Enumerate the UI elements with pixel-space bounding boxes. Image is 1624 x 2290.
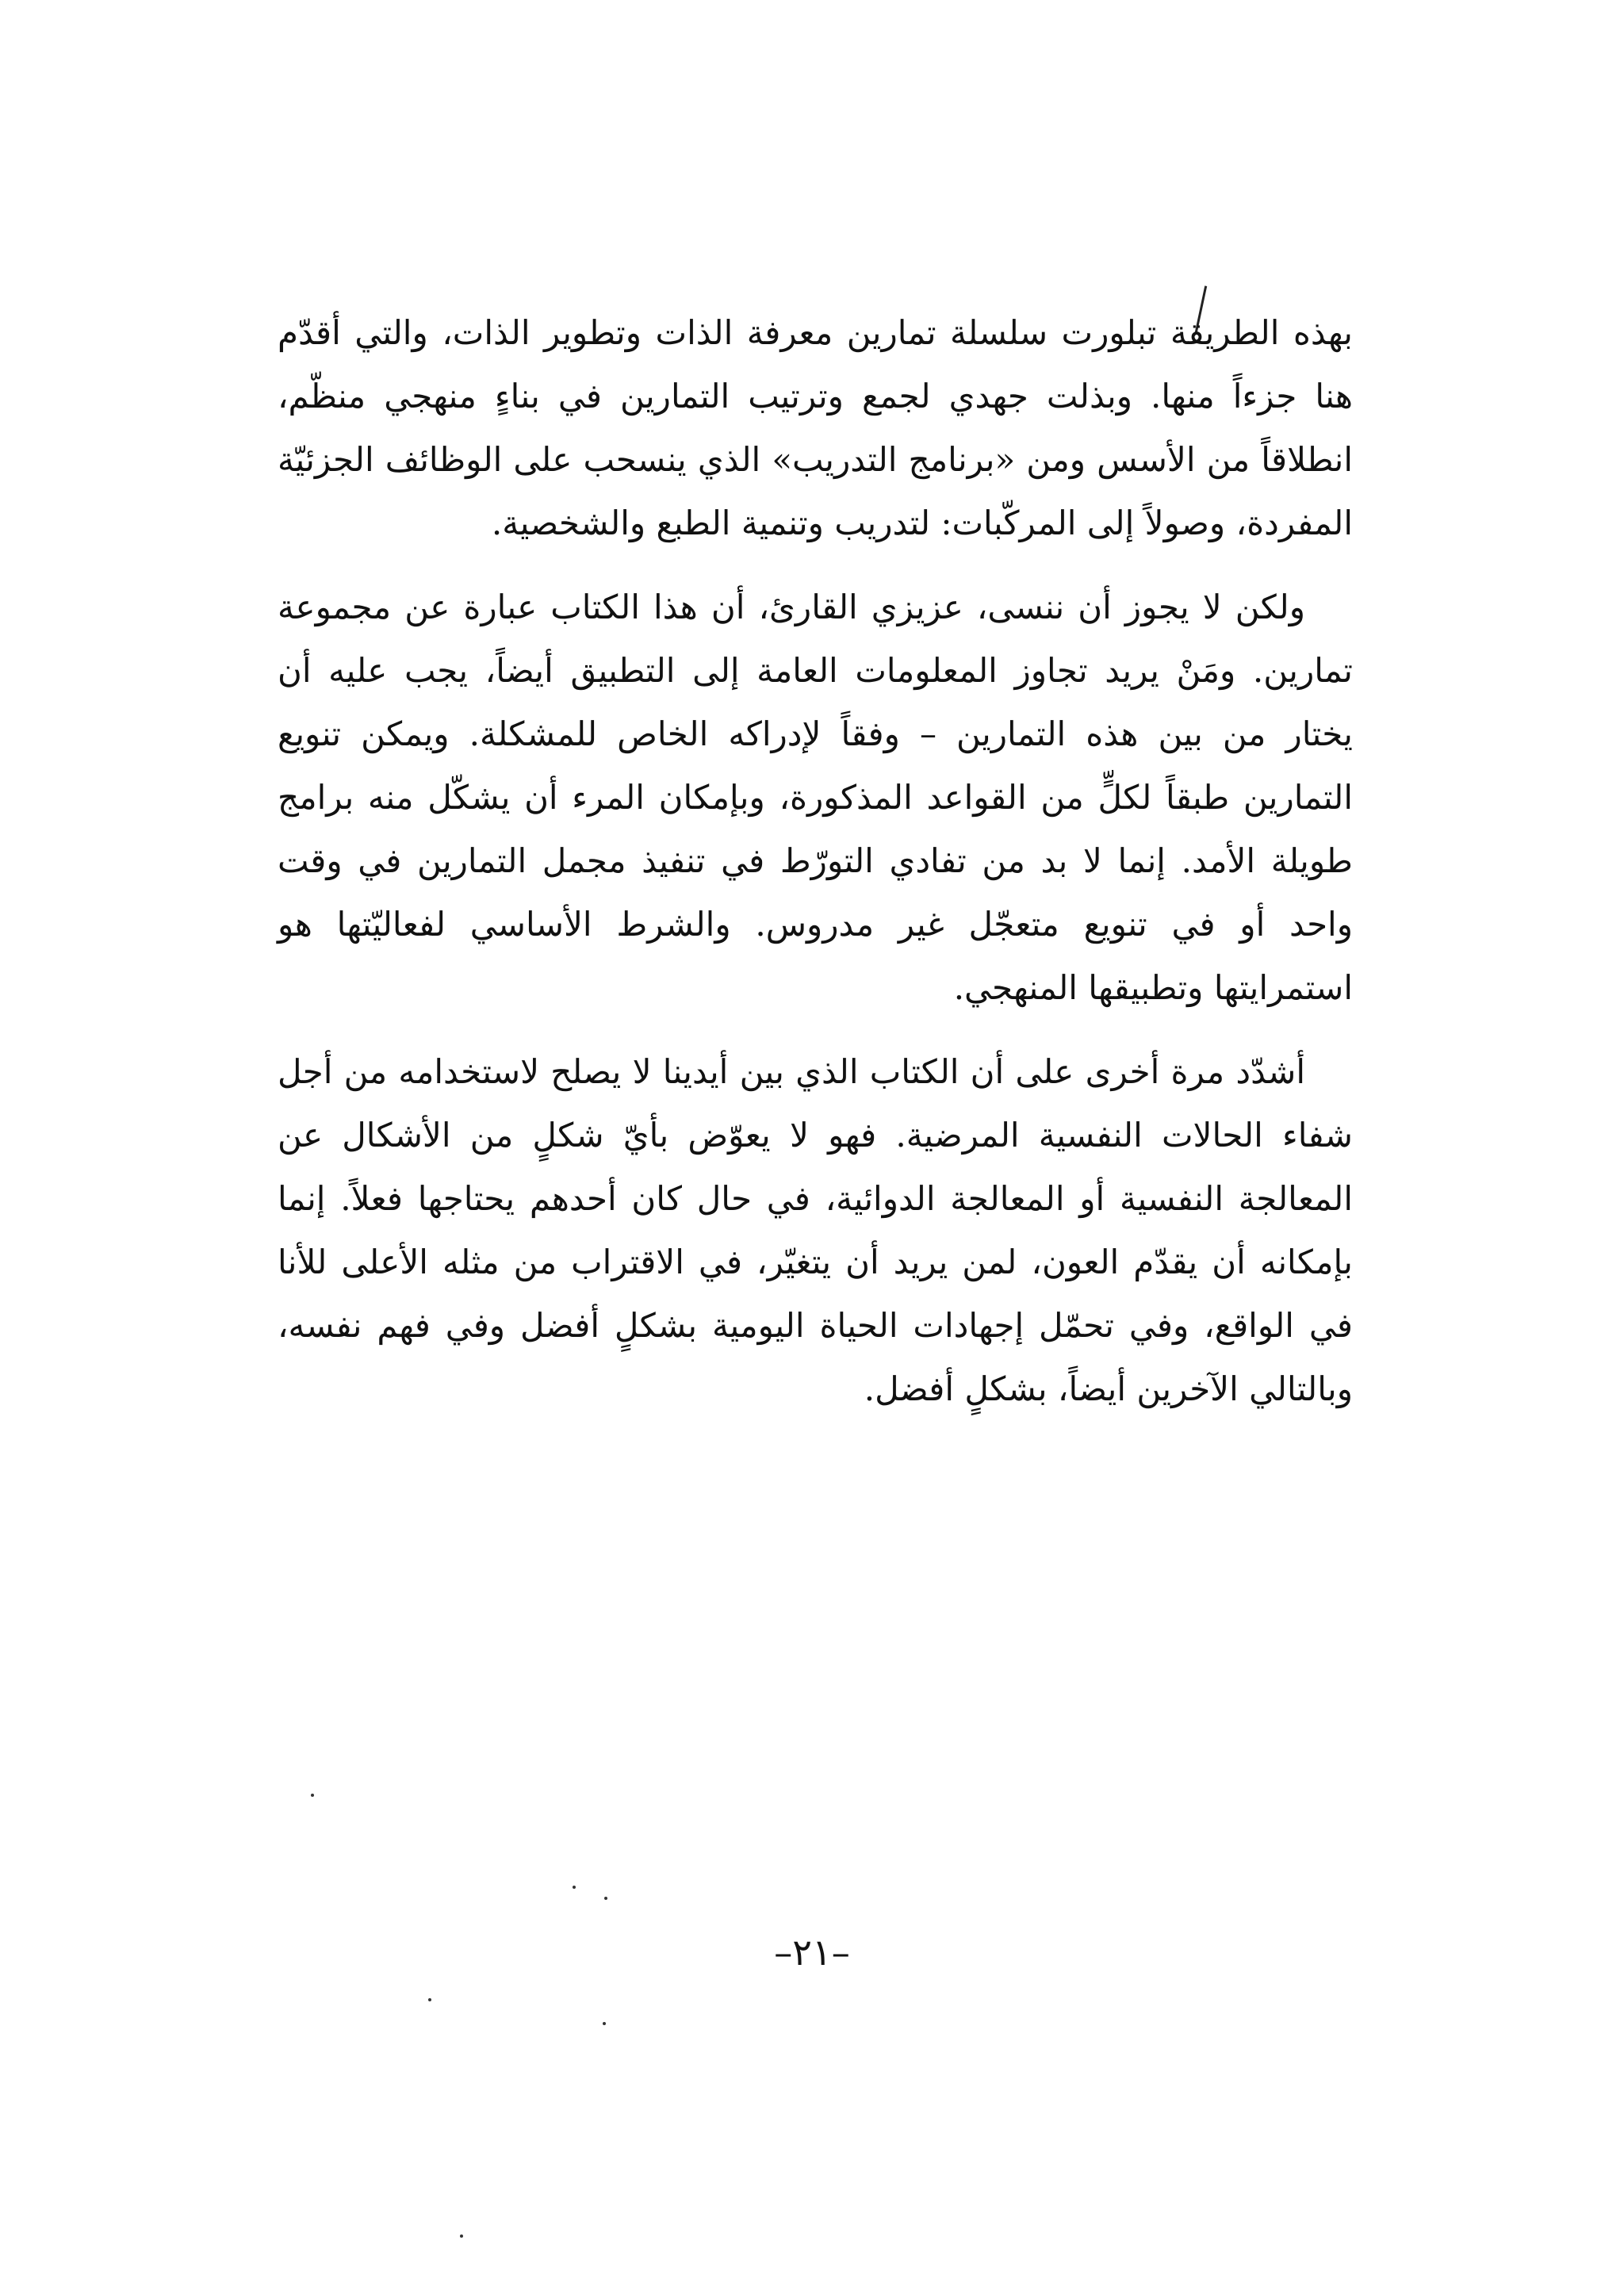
body-text [278,301,1353,1442]
paragraph-2: ولكن لا يجوز أن ننسى، عزيزي القارئ، أن هذا الكتاب عبارة عن مجموعة تمارين. ومَنْ يريد تجاوز المعلومات العامة إلى التطبيق أيضاً، يجب عليه أن يختار من بين هذه التمارين – وفقاً لإدراكه الخاص للمشكلة. ويمكن تنويع التمارين طبقاً لكلٍّ من القواعد المذكورة، وبإمكان المرء أن يشكّل منه برامج طويلة الأمد. إنما لا بد من تفادي التورّط في تنفيذ مجمل التمارين في وقت واحد أو في تنويع متعجّل غير مدروس. والشرط الأساسي لفعاليّتها هو استمرايتها وتطبيقها المنهجي. [278,588,1353,1007]
scan-speck [603,2022,606,2025]
scan-speck [428,1998,431,2001]
paragraph-1: بهذه الطريقة تبلورت سلسلة تمارين معرفة الذات وتطوير الذات، والتي أقدّم هنا جزءاً منها. وبذلت جهدي لجمع وترتيب التمارين في بناءٍ منهجي منظّم، انطلاقاً من الأسس ومن «برنامج التدريب» الذي ينسحب على الوظائف الجزئيّة المفردة، وصولاً إلى المركّبات: لتدريب وتنمية الطبع والشخصية. [278,313,1353,542]
scan-speck [604,1897,607,1900]
scan-speck [311,1794,314,1797]
page-number: –٢١– [774,1931,850,1974]
scan-speck [460,2234,463,2238]
scan-speck [573,1886,576,1889]
paragraph-3: أشدّد مرة أخرى على أن الكتاب الذي بين أيدينا لا يصلح لاستخدامه من أجل شفاء الحالات النفسية المرضية. فهو لا يعوّض بأيّ شكلٍ من الأشكال عن المعالجة النفسية أو المعالجة الدوائية، في حال كان أحدهم يحتاجها فعلاً. إنما بإمكانه أن يقدّم العون، لمن يريد أن يتغيّر، في الاقتراب من مثله الأعلى للأنا في الواقع، وفي تحمّل إجهادات الحياة اليومية بشكلٍ أفضل وفي فهم نفسه، وبالتالي الآخرين أيضاً، بشكلٍ أفضل. [278,1052,1353,1408]
